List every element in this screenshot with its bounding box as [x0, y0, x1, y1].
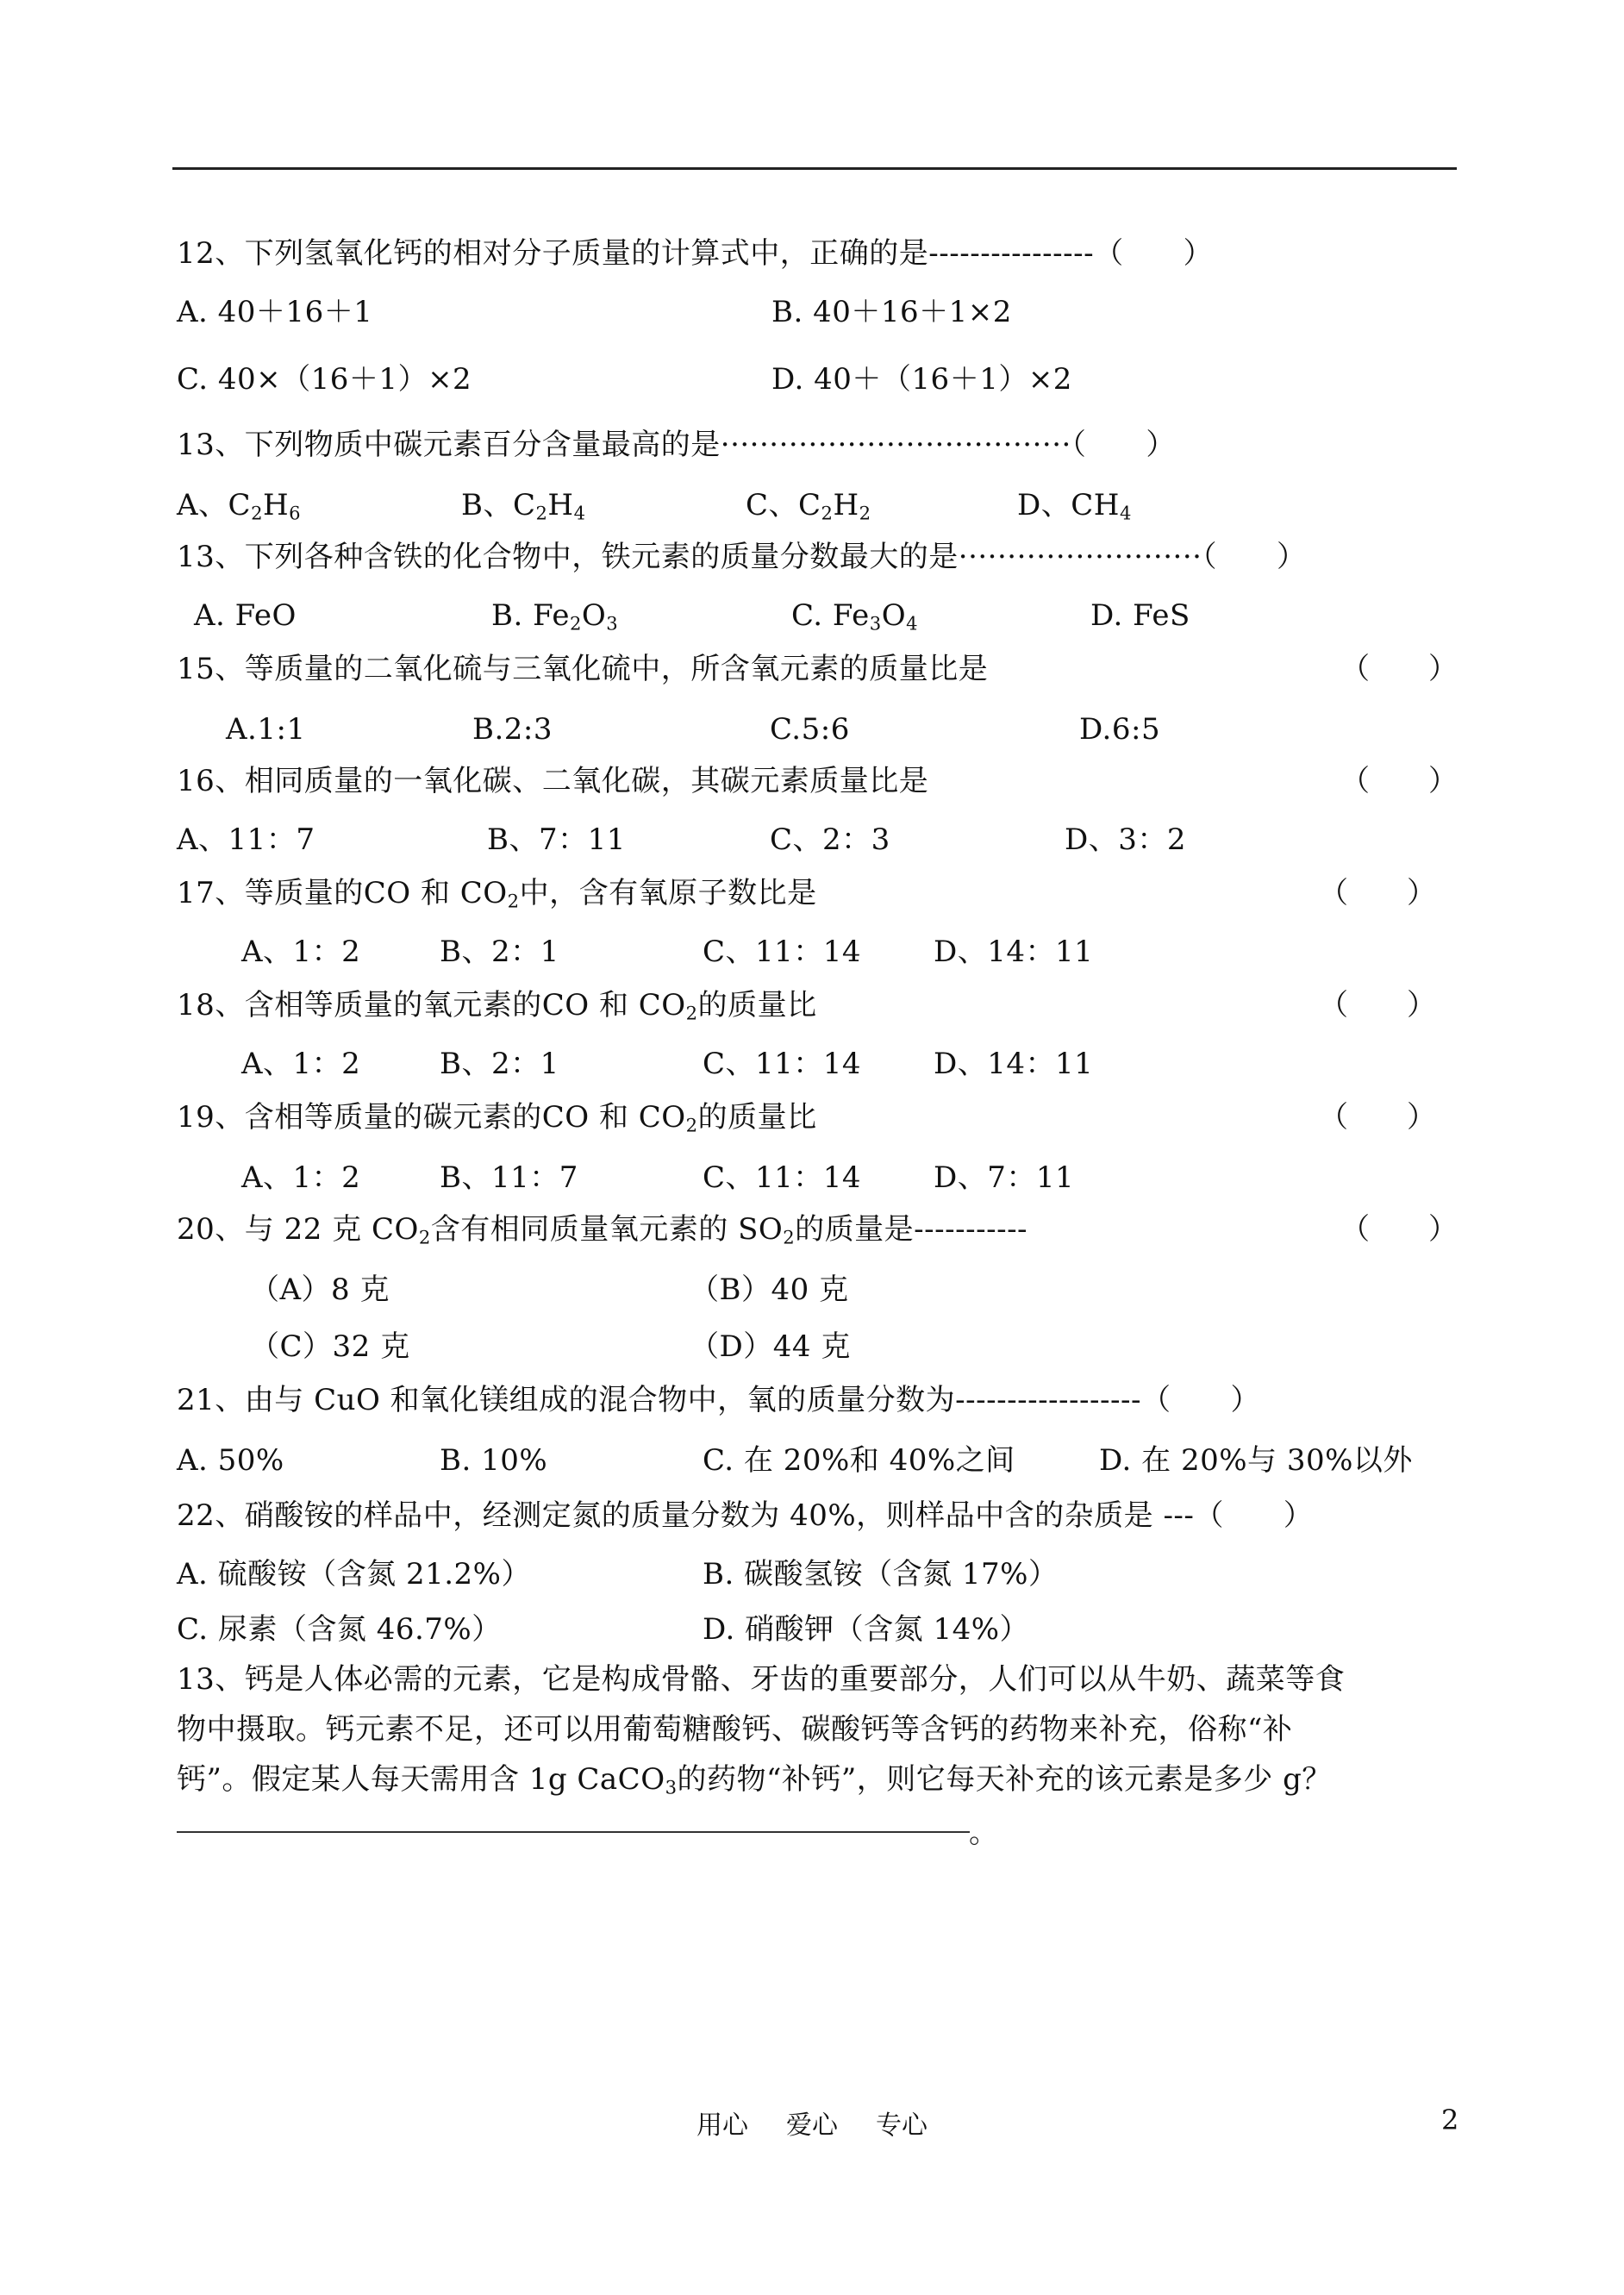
q21-option-d: D. 在 20%与 30%以外 — [1099, 1443, 1413, 1478]
question-12-stem: 12、下列氢氧化钙的相对分子质量的计算式中，正确的是----------------（ ） — [177, 236, 1214, 271]
q19-option-c: C、11：14 — [703, 1160, 862, 1195]
question-21-stem: 21、由与 CuO 和氧化镁组成的混合物中，氧的质量分数为------------------（ ） — [177, 1383, 1260, 1417]
question-15-stem: 15、等质量的二氧化硫与三氧化硫中，所含氧元素的质量比是 — [177, 652, 989, 686]
q18-option-d: D、14：11 — [934, 1047, 1094, 1081]
q13b-option-c: C. $Fe_3O_4$ — [791, 598, 918, 635]
footer-motto-1: 用心 — [696, 2111, 748, 2141]
q13a-option-b: B、$C_2H_4$ — [461, 488, 586, 524]
question-19-stem: 19、含相等质量的碳元素的CO 和 $CO_2$的质量比 — [177, 1100, 817, 1136]
q19-option-d: D、7：11 — [934, 1160, 1075, 1195]
question-20-stem: 20、与 22 克 $CO_2$含有相同质量氧元素的 $SO_2$的质量是----------- — [177, 1212, 1028, 1248]
q17-option-a: A、1：2 — [241, 935, 361, 969]
q13b-option-d: D. FeS — [1090, 598, 1190, 633]
question-13b-stem: 13、下列各种含铁的化合物中，铁元素的质量分数最大的是·························（ ） — [177, 540, 1307, 574]
q22-option-a: A. 硫酸铵（含氮 21.2%） — [177, 1557, 531, 1591]
final-question-line-3: 钙”。假定某人每天需用含 1g CaCO$_3$的药物“补钙”，则它每天补充的该元素是多少 g？ — [177, 1762, 1332, 1798]
footer-motto-2: 爱心 — [786, 2111, 838, 2141]
q13b-option-a: A. FeO — [194, 598, 297, 633]
page-number: 2 — [1441, 2104, 1459, 2136]
question-16-stem: 16、相同质量的一氧化碳、二氧化碳，其碳元素质量比是 — [177, 764, 929, 798]
q15-option-c: C.5:6 — [770, 712, 850, 747]
q20-option-a: （A）8 克 — [250, 1273, 390, 1307]
footer-motto-3: 专心 — [876, 2111, 928, 2141]
final-question-line-1: 13、钙是人体必需的元素，它是构成骨骼、牙齿的重要部分，人们可以从牛奶、蔬菜等食 — [177, 1662, 1346, 1697]
q16-option-d: D、3：2 — [1065, 822, 1187, 857]
question-18-stem: 18、含相等质量的氧元素的CO 和 $CO_2$的质量比 — [177, 988, 817, 1024]
q20-answer-paren: （ ） — [1340, 1212, 1458, 1247]
q12-option-c: C. 40×（16＋1）×2 — [177, 362, 472, 397]
q21-option-a: A. 50% — [177, 1443, 284, 1478]
q19-option-a: A、1：2 — [241, 1160, 361, 1195]
question-17-stem: 17、等质量的CO 和 $CO_2$中，含有氧原子数比是 — [177, 876, 817, 912]
footer-motto — [0, 2104, 1624, 2142]
q18-answer-paren: （ ） — [1319, 988, 1436, 1022]
q15-answer-paren: （ ） — [1340, 652, 1458, 686]
q18-option-c: C、11：14 — [703, 1047, 862, 1081]
q21-option-b: B. 10% — [440, 1443, 548, 1478]
answer-period: 。 — [969, 1816, 998, 1850]
q20-option-b: （B）40 克 — [690, 1273, 849, 1307]
header-rule — [172, 167, 1457, 170]
q15-option-a: A.1:1 — [226, 712, 306, 747]
q12-option-a: A. 40＋16＋1 — [177, 295, 373, 329]
q20-option-d: （D）44 克 — [690, 1329, 851, 1364]
q15-option-b: B.2:3 — [472, 712, 553, 747]
q16-answer-paren: （ ） — [1340, 764, 1458, 798]
question-22-stem: 22、硝酸铵的样品中，经测定氮的质量分数为 40%，则样品中含的杂质是 ---（ ） — [177, 1498, 1314, 1533]
q22-option-d: D. 硝酸钾（含氮 14%） — [703, 1612, 1030, 1647]
q19-option-b: B、11：7 — [440, 1160, 578, 1195]
q17-option-b: B、2：1 — [440, 935, 559, 969]
q15-option-d: D.6:5 — [1079, 712, 1161, 747]
q16-option-c: C、2：3 — [770, 822, 890, 857]
q21-option-c: C. 在 20%和 40%之间 — [703, 1443, 1015, 1478]
q13a-option-c: C、$C_2H_2$ — [746, 488, 871, 524]
q16-option-b: B、7：11 — [487, 822, 626, 857]
q18-option-b: B、2：1 — [440, 1047, 559, 1081]
q17-answer-paren: （ ） — [1319, 876, 1436, 910]
q19-answer-paren: （ ） — [1319, 1100, 1436, 1135]
q18-option-a: A、1：2 — [241, 1047, 361, 1081]
q13b-option-b: B. $Fe_2O_3$ — [491, 598, 619, 635]
q22-option-c: C. 尿素（含氮 46.7%） — [177, 1612, 502, 1647]
q22-option-b: B. 碳酸氢铵（含氮 17%） — [703, 1557, 1059, 1591]
final-question-line-2: 物中摄取。钙元素不足，还可以用葡萄糖酸钙、碳酸钙等含钙的药物来补充，俗称“补 — [177, 1712, 1293, 1747]
answer-blank-line[interactable] — [177, 1831, 970, 1833]
q20-option-c: （C）32 克 — [250, 1329, 410, 1364]
q16-option-a: A、11：7 — [177, 822, 315, 857]
q12-option-b: B. 40＋16＋1×2 — [771, 295, 1012, 329]
q13a-option-d: D、$CH_4$ — [1017, 488, 1132, 524]
q13a-option-a: A、$C_2H_6$ — [177, 488, 302, 524]
q12-option-d: D. 40＋（16＋1）×2 — [771, 362, 1072, 397]
question-13a-stem: 13、下列物质中碳元素百分含量最高的是····································（ ） — [177, 428, 1176, 462]
q17-option-d: D、14：11 — [934, 935, 1094, 969]
q17-option-c: C、11：14 — [703, 935, 862, 969]
